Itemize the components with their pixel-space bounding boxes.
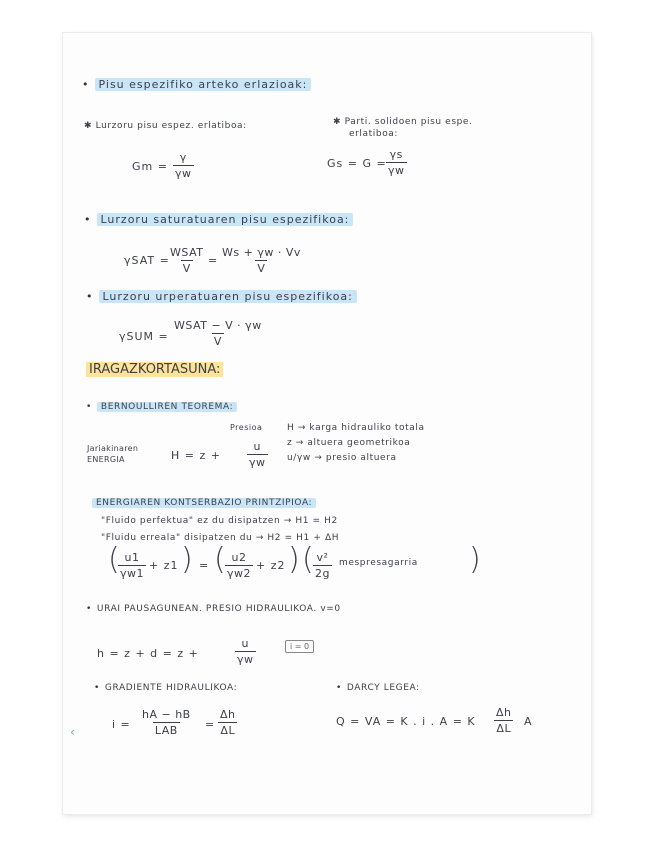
formula-energy-fraction-b: $\frac{u2}{\gamma w2}$ — [227, 551, 252, 580]
formula-gs-fraction: $\frac{\gamma s}{\gamma w}$ — [388, 148, 405, 177]
formula-gradient-delta-fraction: $\frac{\Delta h}{\Delta L}$ — [220, 708, 236, 737]
label-presioa: Presioa — [230, 423, 263, 432]
formula-gradient-lhs: i = — [112, 718, 131, 731]
title-iragazkortasuna: IRAGAZKORTASUNA: — [86, 362, 223, 377]
subheading-lurzoru-erlatiboa: ✱ Lurzoru pisu espez. erlatiboa: — [84, 121, 247, 131]
subheading-parti-solidoen: ✱ Parti. solidoen pisu espe. — [333, 117, 473, 127]
label-jariakinaren: Jariakinaren — [87, 444, 139, 453]
formula-energy-tail: mespresagarria — [339, 558, 418, 568]
formula-bernoulli-fraction: $\frac{u}{\gamma w}$ — [249, 440, 266, 469]
open-paren-a: ( — [108, 542, 120, 577]
formula-gm-lhs: Gm = — [132, 160, 168, 173]
label-energia: ENERGIA — [87, 455, 125, 464]
formula-energy-add-b: + z2 — [256, 559, 286, 572]
section-heading-saturatua: • Lurzoru saturatuaren pisu espezifikoa: — [84, 213, 353, 226]
bernoulli-def-u: u/γw → presio altuera — [287, 453, 397, 463]
open-paren-b: ( — [214, 542, 226, 577]
formula-darcy-fraction: $\frac{\Delta h}{\Delta L}$ — [496, 706, 512, 735]
formula-bernoulli-lhs: H = z + — [171, 449, 221, 462]
formula-gsat-equals: = — [208, 254, 219, 267]
formula-gm-fraction: $\frac{\gamma}{\gamma w}$ — [175, 151, 192, 180]
formula-gsat-fraction-2: $\frac{Ws + \gamma w \cdot Vv}{V}$ — [222, 246, 301, 275]
subheading-parti-solidoen-2: erlatiboa: — [349, 129, 399, 139]
bernoulli-def-z: z → altuera geometrikoa — [287, 438, 411, 448]
bernoulli-def-h: H → karga hidrauliko totala — [287, 423, 425, 433]
formula-energy-add-a: + z1 — [149, 559, 179, 572]
formula-energy-fraction-v: $\frac{\text{v²}}{2g}$ — [315, 551, 330, 580]
formula-hidrostatic-fraction: $\frac{u}{\gamma w}$ — [237, 637, 254, 666]
energy-line-perfektua: "Fluido perfektua" ez du disipatzen → H1 = H2 — [101, 516, 338, 526]
formula-gsat-fraction-1: WSAT V — [170, 246, 204, 275]
formula-darcy-lhs: Q = VA = K . i . A = K — [336, 715, 476, 728]
open-paren-v: ( — [302, 542, 314, 577]
formula-gs-lhs: Gs = G = — [327, 157, 387, 170]
formula-gradient-equals: = — [205, 718, 216, 731]
close-paren-v: ) — [469, 542, 481, 577]
formula-hidrostatic-lhs: h = z + d = z + — [97, 647, 199, 660]
heading-kontserbazio: ENERGIAREN KONTSERBAZIO PRINTZIPIOA: — [92, 498, 316, 508]
energy-line-erreala: "Fluidu erreala" disipatzen du → H2 = H1 + ΔH — [101, 533, 340, 543]
heading-urai-pausagunean: • URAI PAUSAGUNEAN. PRESIO HIDRAULIKOA. v=0 — [86, 604, 341, 614]
heading-bernoulli: • BERNOULLIREN TEOREMA: — [86, 402, 237, 412]
formula-energy-equals: = — [199, 559, 210, 572]
boxed-i-zero: i = 0 — [285, 640, 314, 653]
page-edge-mark: ‹ — [70, 725, 75, 739]
formula-gradient-fraction: hA − hB LAB — [142, 708, 191, 737]
heading-darcy: • DARCY LEGEA: — [336, 683, 420, 693]
heading-gradiente: • GRADIENTE HIDRAULIKOA: — [94, 683, 237, 693]
formula-darcy-tail: A — [524, 715, 533, 728]
formula-gsum-fraction: WSAT − V · γw V — [174, 319, 262, 348]
close-paren-b: ) — [288, 542, 300, 577]
formula-gsat-lhs: γSAT = — [124, 254, 170, 267]
formula-energy-fraction-a: $\frac{u1}{\gamma w1}$ — [120, 551, 145, 580]
section-heading-pisu-erlazioak: • Pisu espezifiko arteko erlazioak: — [82, 78, 311, 91]
formula-gsum-lhs: γSUM = — [119, 330, 169, 343]
section-heading-urperatua: • Lurzoru urperatuaren pisu espezifikoa: — [86, 290, 357, 303]
close-paren-a: ) — [181, 542, 193, 577]
